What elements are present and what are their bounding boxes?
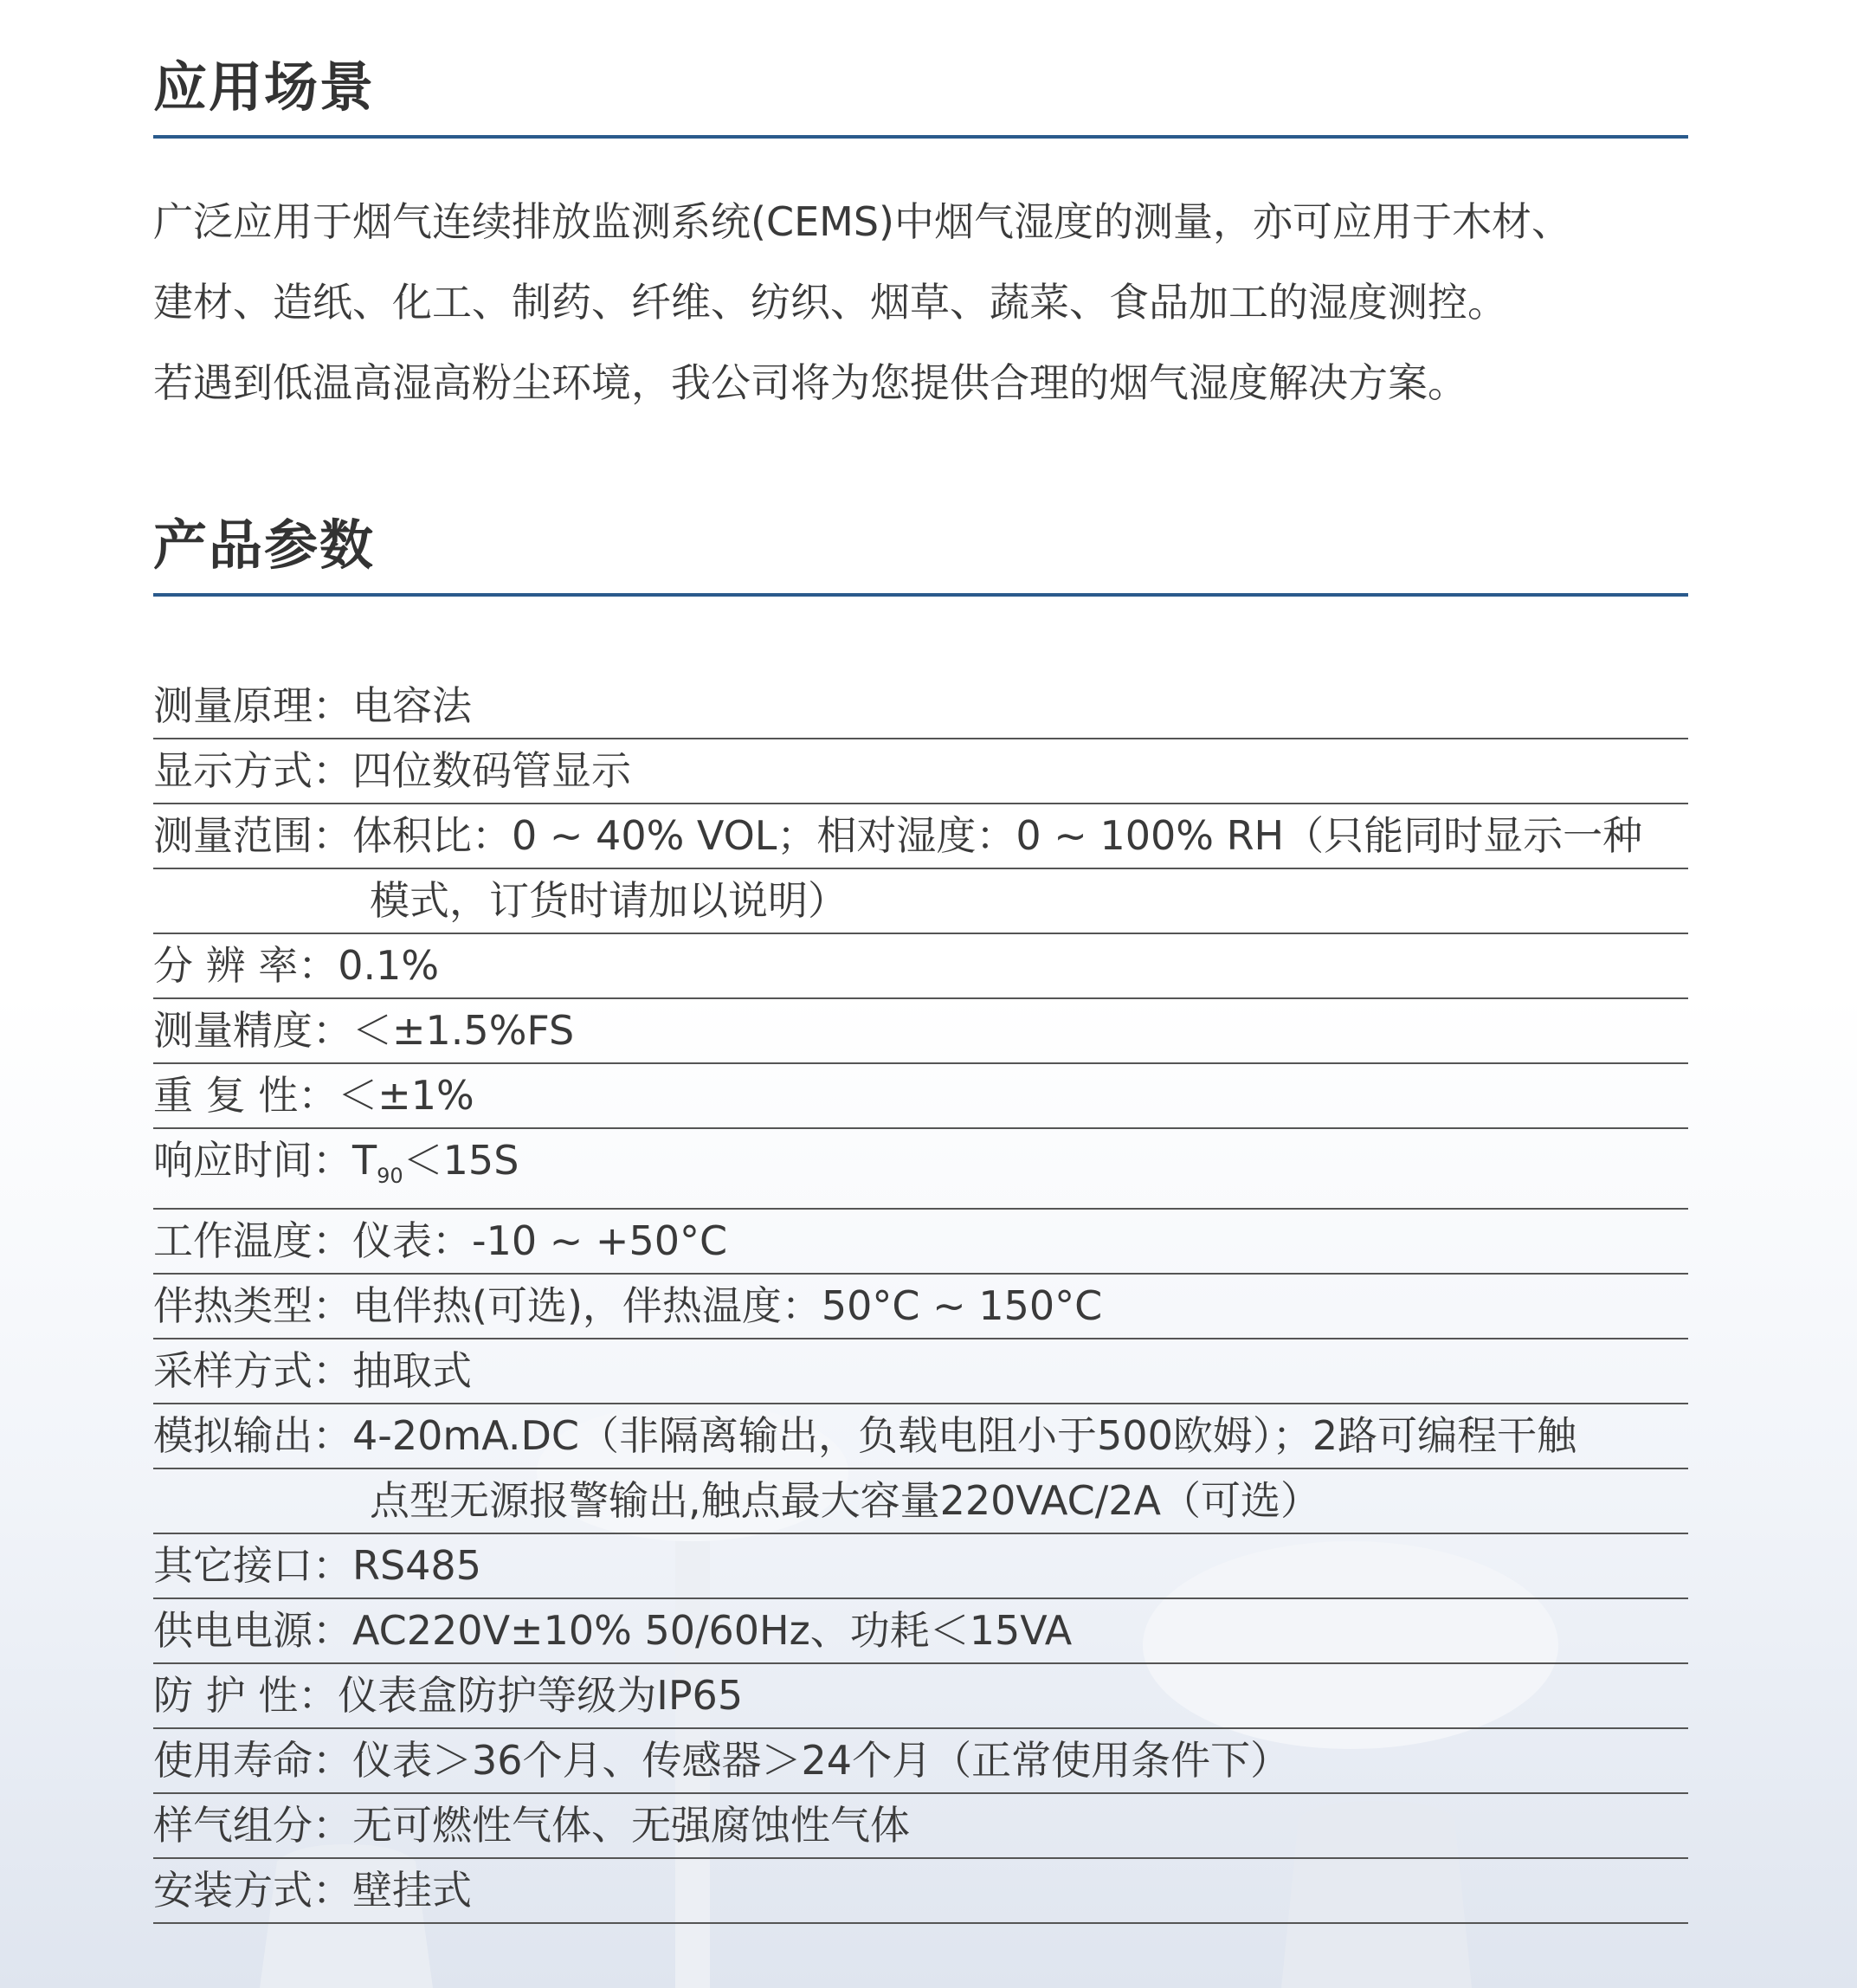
param-label: 安装方式： [153,1867,352,1914]
document-content [153,0,1688,1924]
param-row [153,1599,1688,1664]
param-label: 显示方式： [153,747,352,794]
param-label: 伴热类型： [153,1282,352,1329]
param-value: ＜±1% [338,1072,474,1119]
params-table [153,674,1688,1924]
scenario-line: 建材、造纸、化工、制药、纤维、纺织、烟草、蔬菜、食品加工的湿度测控。 [153,279,1507,326]
param-label: 采样方式： [153,1347,352,1394]
param-value: RS485 [352,1542,481,1589]
param-value-continued: 模式，订货时请加以说明） [153,869,1688,934]
scenario-description [153,182,1688,423]
param-value: 4-20mA.DC（非隔离输出，负载电阻小于500欧姆）；2路可编程干触 [352,1412,1577,1459]
param-row [153,1404,1688,1534]
param-value: 0.1% [338,942,440,989]
param-row [153,1794,1688,1859]
param-row [153,1339,1688,1404]
param-value: AC220V±10% 50/60Hz、功耗＜15VA [352,1607,1073,1654]
param-row [153,1859,1688,1922]
param-value: 仪表＞36个月、传感器＞24个月（正常使用条件下） [352,1737,1291,1784]
param-row [153,999,1688,1064]
param-value: 仪表盒防护等级为IP65 [338,1672,744,1719]
param-value: 无可燃性气体、无强腐蚀性气体 [352,1802,910,1849]
param-value: 壁挂式 [352,1867,472,1914]
param-label: 防 护 性： [153,1672,339,1719]
param-value: 抽取式 [352,1347,472,1394]
param-row [153,1129,1688,1210]
param-row [153,674,1688,739]
param-label: 供电电源： [153,1607,352,1654]
param-label: 样气组分： [153,1802,352,1849]
param-value: 电伴热(可选)，伴热温度：50°C ~ 150°C [352,1282,1103,1329]
param-value-symbol: T [352,1137,377,1184]
param-row [153,1064,1688,1129]
param-label: 响应时间： [153,1137,352,1184]
scenario-line: 广泛应用于烟气连续排放监测系统(CEMS)中烟气湿度的测量，亦可应用于木材、 [153,198,1571,245]
param-row [153,934,1688,999]
param-row [153,1664,1688,1729]
param-label: 分 辨 率： [153,942,339,989]
section-title-scenario: 应用场景 [153,61,1688,139]
param-label: 重 复 性： [153,1072,339,1119]
param-row [153,1729,1688,1794]
param-row [153,1210,1688,1275]
param-row [153,804,1688,934]
param-value: 四位数码管显示 [352,747,631,794]
param-value-subscript: 90 [377,1164,403,1188]
scenario-line: 若遇到低温高湿高粉尘环境，我公司将为您提供合理的烟气湿度解决方案。 [153,359,1467,406]
param-value: ＜±1.5%FS [352,1007,575,1054]
param-value [352,1129,519,1208]
param-label: 测量精度： [153,1007,352,1054]
param-value-continued: 点型无源报警输出,触点最大容量220VAC/2A（可选） [153,1469,1688,1534]
param-row [153,1534,1688,1599]
param-label: 使用寿命： [153,1737,352,1784]
param-value: 电容法 [352,682,472,729]
param-label: 测量原理： [153,682,352,729]
param-row [153,739,1688,804]
param-value-rest: ＜15S [403,1137,519,1184]
param-row [153,1275,1688,1339]
param-label: 模拟输出： [153,1412,352,1459]
section-title-params: 产品参数 [153,519,1688,597]
param-label: 其它接口： [153,1542,352,1589]
param-value: 体积比：0 ~ 40% VOL；相对湿度：0 ~ 100% RH（只能同时显示一种 [352,812,1643,859]
param-label: 测量范围： [153,812,352,859]
param-value: 仪表：-10 ~ +50°C [352,1217,728,1264]
param-label: 工作温度： [153,1217,352,1264]
